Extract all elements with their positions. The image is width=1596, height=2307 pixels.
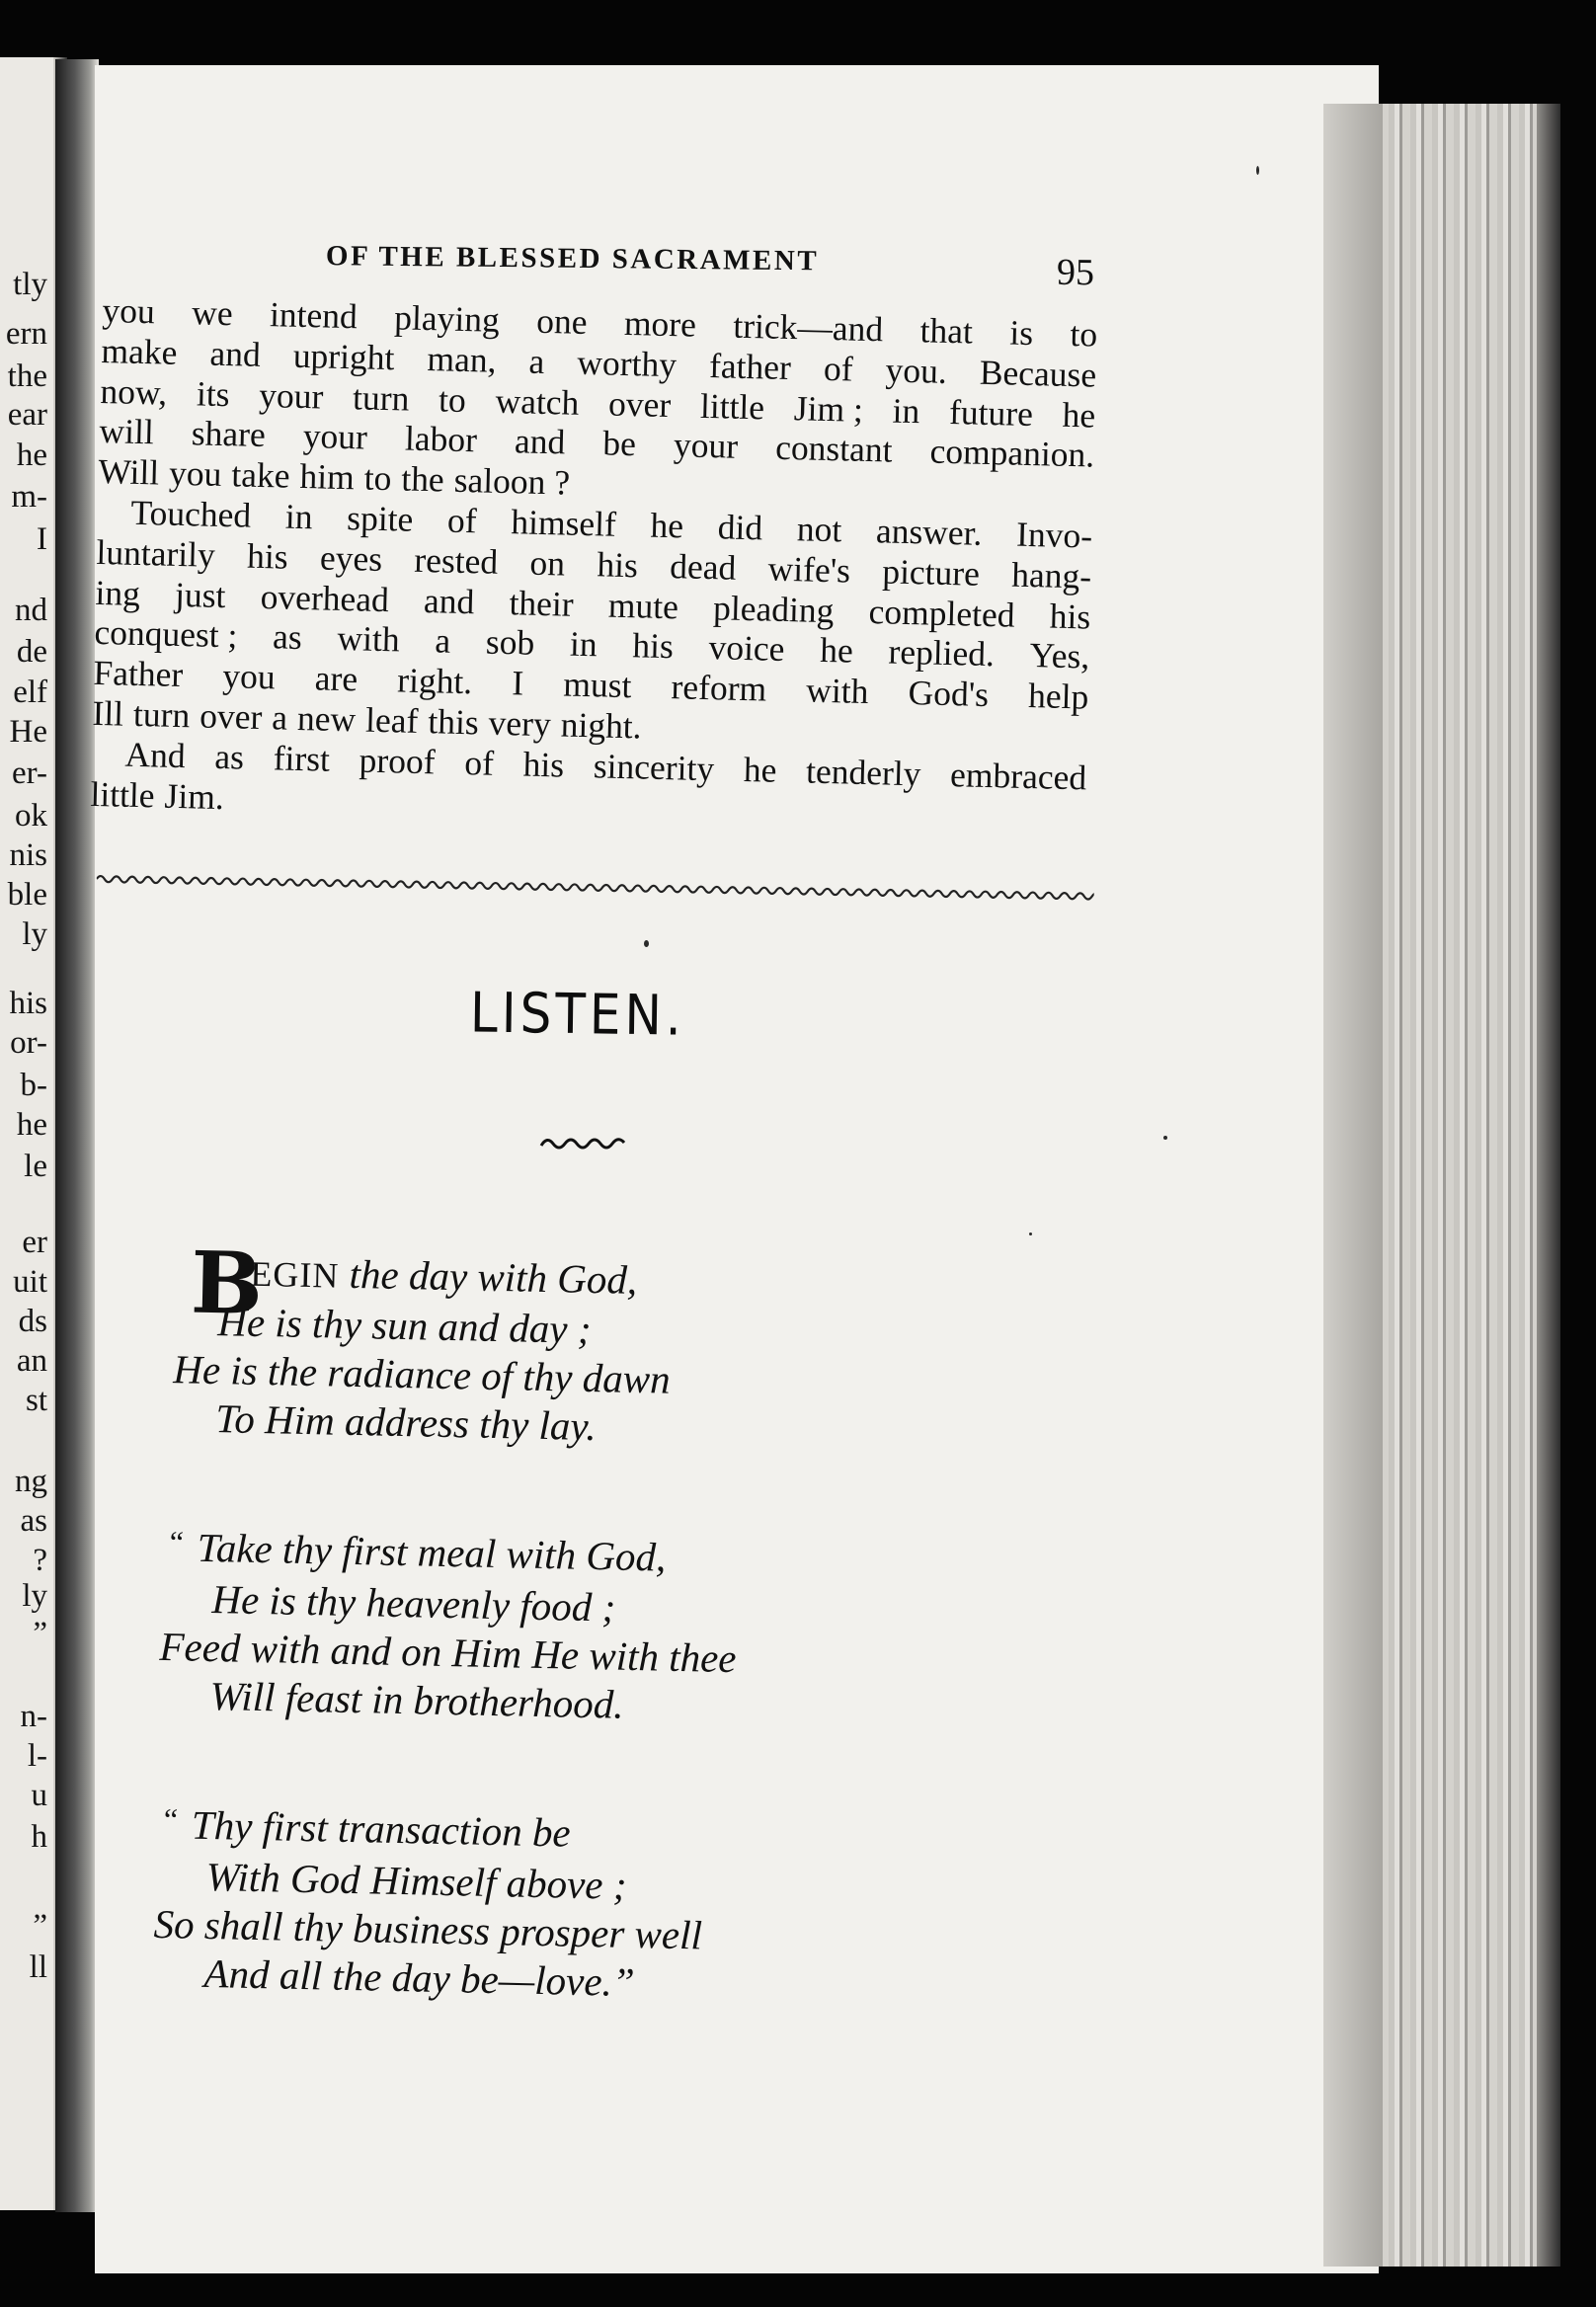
prose-word: and [209, 333, 262, 374]
previous-page-fragment: ng [15, 1464, 47, 1499]
prose-word: new [296, 697, 357, 740]
drop-cap: B [190, 1233, 264, 1335]
prose-word: be [601, 423, 637, 464]
poem-line-text: the day with God, [349, 1250, 638, 1303]
prose-word: you [102, 290, 156, 332]
prose-word: he [1062, 394, 1096, 436]
prose-word: more [623, 302, 697, 345]
prose-word: Father [93, 653, 184, 695]
prose-word: pleading [712, 587, 835, 630]
book-spine-shadow [55, 59, 99, 2212]
prose-word: to [1070, 313, 1098, 355]
previous-page-fragment: his [9, 986, 47, 1021]
prose-word: Invo- [1015, 514, 1093, 556]
prose-word: their [509, 582, 575, 624]
previous-page-fragment: st [25, 1383, 47, 1418]
prose-word: you [221, 656, 277, 697]
open-quote: “ [163, 1801, 179, 1838]
prose-word: and [423, 580, 475, 621]
prose-word: just [174, 574, 226, 615]
prose-word: saloon ? [453, 459, 571, 503]
previous-page-fragment: tly [13, 267, 47, 302]
prose-word: first [273, 738, 331, 779]
prose-word: little [90, 773, 156, 815]
prose-word: turn [352, 376, 410, 419]
prose-word: you. [885, 350, 948, 391]
prose-word: take [230, 454, 291, 496]
prose-word: your [673, 425, 739, 467]
prose-word: Jim. [164, 775, 225, 817]
poem-line: And all the day be—love.” [203, 1949, 636, 2006]
ink-speck [1256, 166, 1259, 175]
previous-page-fragment: m- [11, 479, 47, 515]
prose-word: did [717, 507, 763, 548]
previous-page-fragment: nd [15, 593, 47, 628]
previous-page-fragment: le [24, 1149, 47, 1184]
prose-word: embraced [949, 754, 1087, 798]
previous-page-fragment: uit [13, 1264, 47, 1300]
poem-line: With God Himself above ; [205, 1853, 627, 1908]
previous-page-fragment: ok [15, 798, 47, 834]
prose-word: his [522, 744, 565, 785]
prose-word: companion. [929, 431, 1095, 475]
prose-word: and [514, 421, 566, 462]
previous-page-fragment: ear [7, 397, 47, 433]
prose-word: luntarily [96, 531, 216, 575]
running-head: OF THE BLESSED SACRAMENT [325, 240, 820, 278]
previous-page-fragment: the [7, 358, 47, 394]
prose-word: proof [359, 740, 437, 782]
prose-word: he [650, 505, 684, 546]
prose-word: picture [881, 551, 981, 594]
prose-word: his [597, 544, 639, 586]
prose-word: ing [95, 572, 141, 613]
poem-line: Will feast in brotherhood. [208, 1672, 625, 1727]
prose-word: of [446, 500, 478, 541]
prose-word: conquest ; [94, 612, 238, 656]
prose-word: one [535, 300, 588, 342]
previous-page-fragment: I [37, 521, 47, 557]
prose-word: trick—and [732, 305, 884, 350]
prose-word: reform [671, 667, 767, 709]
prose-word: in [284, 496, 314, 537]
prose-word: him [299, 456, 356, 498]
prose-word: answer. [875, 511, 983, 553]
previous-page-fragment: l- [27, 1738, 47, 1774]
prose-word: with [805, 670, 869, 712]
prose-word: watch [495, 380, 580, 423]
previous-page-fragment: ly [22, 916, 47, 952]
prose-word: turn [132, 693, 191, 736]
prose-word: now, [100, 370, 168, 413]
prose-word: in [892, 390, 920, 431]
prose-word: God's [908, 673, 990, 715]
prose-word: hang- [1010, 554, 1092, 597]
prose-word: playing [393, 297, 501, 340]
prose-word: constant [774, 428, 893, 470]
prose-word: replied. [888, 631, 996, 675]
previous-page-fragment: nis [9, 837, 47, 873]
poem-line-text: Take thy first meal with God, [197, 1524, 667, 1580]
prose-word: sincerity [593, 746, 715, 789]
prose-word: little [699, 385, 765, 427]
prose-word: the [400, 458, 445, 500]
previous-page-fragment: as [20, 1503, 47, 1539]
prose-word: tenderly [805, 751, 921, 794]
ink-speck [1163, 1136, 1167, 1140]
prose-word: that [919, 310, 974, 352]
prose-word: intend [269, 294, 359, 337]
prose-word: he [819, 630, 854, 672]
prose-word: in [569, 624, 598, 665]
prose-word: his [631, 625, 675, 667]
previous-page-fragment: ly [22, 1578, 47, 1614]
prose-word: very [488, 702, 552, 745]
prose-word: Yes, [1029, 635, 1090, 676]
title-flourish [539, 1134, 630, 1152]
prose-word: as [272, 616, 303, 658]
previous-page-fragment: er [22, 1225, 47, 1260]
prose-word: overhead [260, 576, 390, 619]
prose-word: your [258, 374, 324, 417]
prose-word: And [124, 734, 187, 775]
prose-word: we [191, 292, 234, 334]
previous-page-fragment: b- [20, 1068, 47, 1103]
page-edges [1323, 104, 1560, 2267]
poem-stanza-3 [152, 1800, 1045, 2016]
prose-word: labor [404, 418, 478, 460]
poem-stanza-1 [164, 1233, 1057, 1461]
prose-word: Jim ; [793, 387, 864, 430]
poem-line: So shall thy business prosper well [153, 1900, 703, 1958]
prose-word: mute [607, 585, 679, 626]
poem-line-text: Thy first transaction be [191, 1801, 572, 1856]
prose-word: leaf [364, 699, 419, 741]
previous-page-fragment: ” [33, 1908, 47, 1944]
poem-line: He is the radiance of thy dawn [172, 1346, 672, 1402]
prose-word: voice [708, 627, 785, 670]
prose-word: over [607, 383, 672, 425]
poem-line: Feed with and on Him He with thee [159, 1623, 738, 1682]
prose-word: its [196, 372, 231, 414]
previous-page-fragment: er- [12, 756, 47, 791]
prose-word: over [199, 695, 263, 738]
prose-word: spite [346, 498, 414, 539]
first-word-rest: EGIN [250, 1253, 340, 1296]
prose-word: rested [413, 539, 499, 582]
prose-word: future [948, 391, 1034, 434]
prose-word: not [796, 509, 842, 550]
ink-speck [1029, 1233, 1032, 1235]
previous-page-fragment: or- [10, 1025, 47, 1061]
prose-word: I [511, 663, 524, 703]
prose-word: make [101, 330, 178, 372]
previous-page-fragment: ” [33, 1616, 47, 1651]
prose-word: man, [427, 338, 497, 380]
poem-line: He is thy heavenly food ; [211, 1576, 616, 1631]
poem-title: LISTEN. [469, 980, 686, 1049]
prose-word: a [271, 697, 288, 738]
prose-word: eyes [319, 537, 383, 579]
previous-page-fragment: ble [7, 877, 47, 913]
prose-word: a [528, 341, 545, 381]
prose-word: night. [560, 704, 643, 747]
prose-paragraphs [90, 290, 1098, 838]
prose-word: completed [868, 591, 1016, 635]
poem-line: To Him address thy lay. [214, 1395, 598, 1450]
previous-page-fragment: de [16, 634, 47, 670]
prose-word: share [191, 413, 267, 455]
page-number: 95 [1056, 251, 1095, 294]
open-quote: “ [169, 1524, 185, 1560]
ink-speck [644, 940, 649, 947]
previous-page-fragment: ll [29, 1949, 47, 1985]
prose-word: Will [98, 451, 160, 493]
prose-word: your [302, 416, 368, 457]
prose-word: of [823, 348, 854, 389]
previous-page-fragment: ern [5, 316, 47, 352]
prose-word: he [743, 749, 777, 790]
prose-word: right. [396, 660, 473, 702]
previous-page-fragment: he [16, 438, 47, 473]
poem-stanza-2 [158, 1523, 1051, 1738]
prose-word: with [337, 618, 401, 660]
prose-word: is [1008, 312, 1034, 354]
prose-word: are [314, 658, 359, 699]
prose-word: his [1049, 596, 1091, 637]
previous-page-fragment: h [31, 1819, 47, 1855]
previous-page-fragment: ds [18, 1304, 47, 1339]
prose-word: Ill [92, 692, 124, 734]
poem [150, 1233, 1056, 2097]
prose-word: father [708, 345, 792, 387]
prose-word: his [246, 535, 289, 577]
previous-page-fragment: ? [33, 1543, 47, 1578]
previous-page-fragment: an [16, 1343, 47, 1379]
prose-word: this [427, 701, 480, 743]
prose-word: will [99, 411, 155, 452]
previous-page-fragment: n- [20, 1699, 47, 1734]
prose-word: dead [669, 545, 737, 588]
prose-word: you [168, 452, 222, 495]
prose-word: a [434, 620, 451, 662]
prose-word: sob [485, 621, 535, 664]
previous-page-fragment: elf [13, 675, 47, 710]
previous-page-fragment: He [9, 714, 47, 750]
prose-word: upright [292, 335, 395, 378]
previous-page-fragment: u [31, 1778, 47, 1813]
prose-word: Touched [130, 492, 252, 535]
prose-word: of [463, 742, 495, 783]
prose-word: to [438, 378, 467, 420]
prose-word: to [363, 457, 392, 499]
prose-word: wife's [767, 548, 851, 591]
previous-page-fragment: he [16, 1107, 47, 1143]
prose-word: worthy [576, 342, 678, 385]
prose-word: Because [979, 352, 1097, 395]
prose-word: must [562, 664, 632, 706]
prose-word: on [529, 542, 566, 584]
prose-word: himself [510, 502, 617, 544]
prose-word: as [213, 736, 245, 777]
poem-line: He is thy sun and day ; [216, 1299, 592, 1352]
prose-word: help [1027, 676, 1089, 717]
